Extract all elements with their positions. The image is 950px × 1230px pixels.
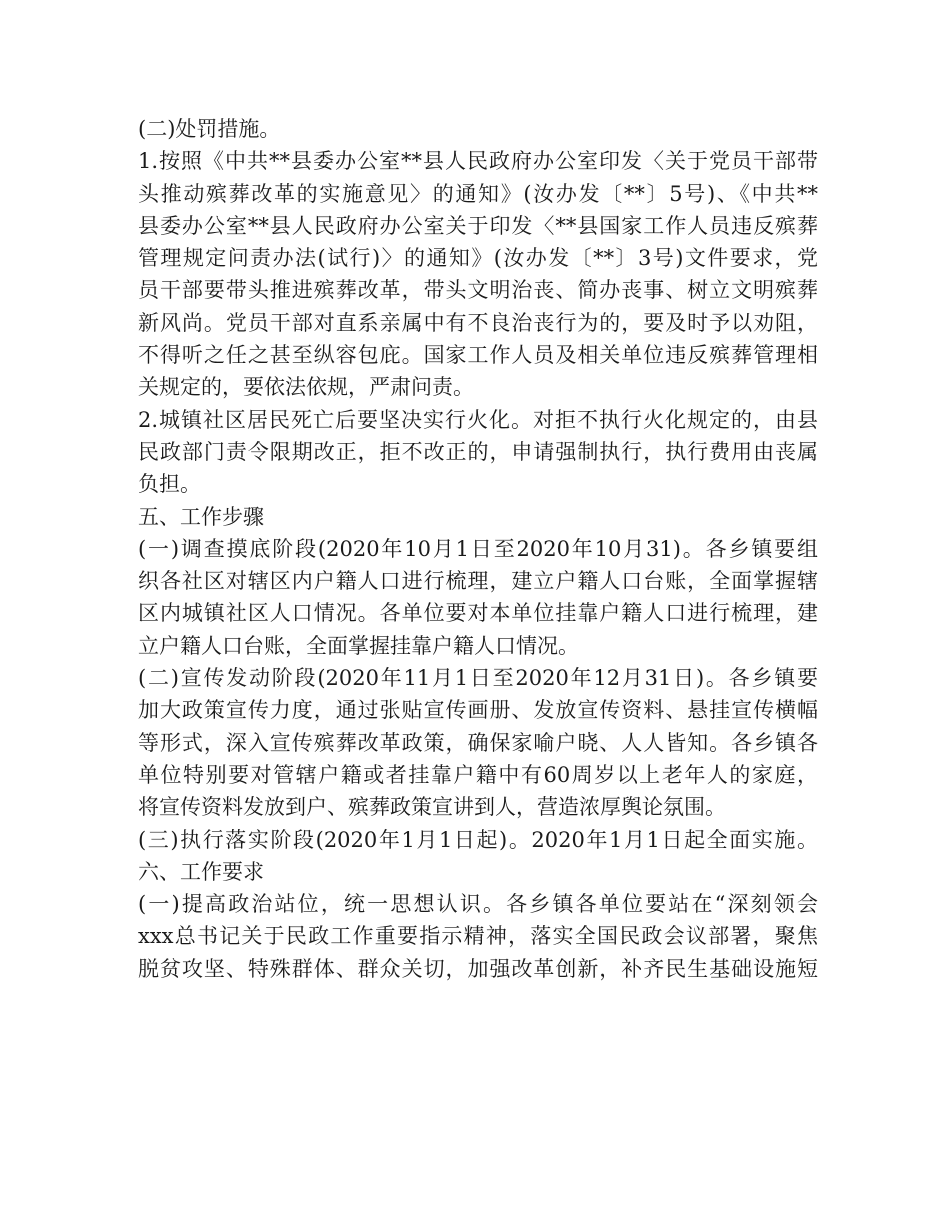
text-line: (二)宣传发动阶段(2020年11月1日至2020年12月31日)。各乡镇要 <box>138 666 818 691</box>
text-line: 2.城镇社区居民死亡后要坚决实行火化。对拒不执行火化规定的，由县 <box>138 407 818 432</box>
text-line: 民政部门责令限期改正，拒不改正的，申请强制执行，执行费用由丧属 <box>138 439 818 464</box>
text-line: 县委办公室**县人民政府办公室关于印发〈**县国家工作人员违反殡葬 <box>138 213 818 238</box>
text-line: 负担。 <box>138 472 201 497</box>
text-line: 织各社区对辖区内户籍人口进行梳理，建立户籍人口台账，全面掌握辖 <box>138 569 818 594</box>
text-line: 区内城镇社区人口情况。各单位要对本单位挂靠户籍人口进行梳理，建 <box>138 601 818 626</box>
text-line: (二)处罚措施。 <box>138 117 281 141</box>
text-line: 1.按照《中共**县委办公室**县人民政府办公室印发〈关于党员干部带 <box>138 149 818 174</box>
text-line: 关规定的，要依法依规，严肃问责。 <box>138 375 474 400</box>
document-body <box>138 113 818 985</box>
text-line: (三)执行落实阶段(2020年1月1日起)。2020年1月1日起全面实施。 <box>138 827 818 852</box>
text-line: (一)提高政治站位，统一思想认识。各乡镇各单位要站在“深刻领会 <box>138 892 818 917</box>
text-line: 脱贫攻坚、特殊群体、群众关切，加强改革创新，补齐民生基础设施短 <box>138 956 818 981</box>
text-line: 加大政策宣传力度，通过张贴宣传画册、发放宣传资料、悬挂宣传横幅 <box>138 698 818 723</box>
text-line: 立户籍人口台账，全面掌握挂靠户籍人口情况。 <box>138 633 579 658</box>
text-line: (一)调查摸底阶段(2020年10月1日至2020年10月31)。各乡镇要组 <box>138 536 818 561</box>
text-line: 不得听之任之甚至纵容包庇。国家工作人员及相关单位违反殡葬管理相 <box>138 343 818 368</box>
text-line: 头推动殡葬改革的实施意见〉的通知》(汝办发〔**〕5号)、《中共** <box>138 181 818 206</box>
text-line: 六、工作要求 <box>138 859 264 884</box>
text-line: 单位特别要对管辖户籍或者挂靠户籍中有60周岁以上老年人的家庭， <box>138 762 818 787</box>
text-line: 新风尚。党员干部对直系亲属中有不良治丧行为的，要及时予以劝阻， <box>138 310 818 335</box>
text-line: 等形式，深入宣传殡葬改革政策，确保家喻户晓、人人皆知。各乡镇各 <box>138 730 818 755</box>
text-line: 五、工作步骤 <box>138 504 264 529</box>
text-line: 管理规定问责办法(试行)〉的通知》(汝办发〔**〕3号)文件要求，党 <box>138 246 818 271</box>
text-line: xxx总书记关于民政工作重要指示精神，落实全国民政会议部署，聚焦 <box>138 924 818 949</box>
text-line: 员干部要带头推进殡葬改革，带头文明治丧、简办丧事、树立文明殡葬 <box>138 278 818 303</box>
text-line: 将宣传资料发放到户、殡葬政策宣讲到人，营造浓厚舆论氛围。 <box>138 795 726 820</box>
